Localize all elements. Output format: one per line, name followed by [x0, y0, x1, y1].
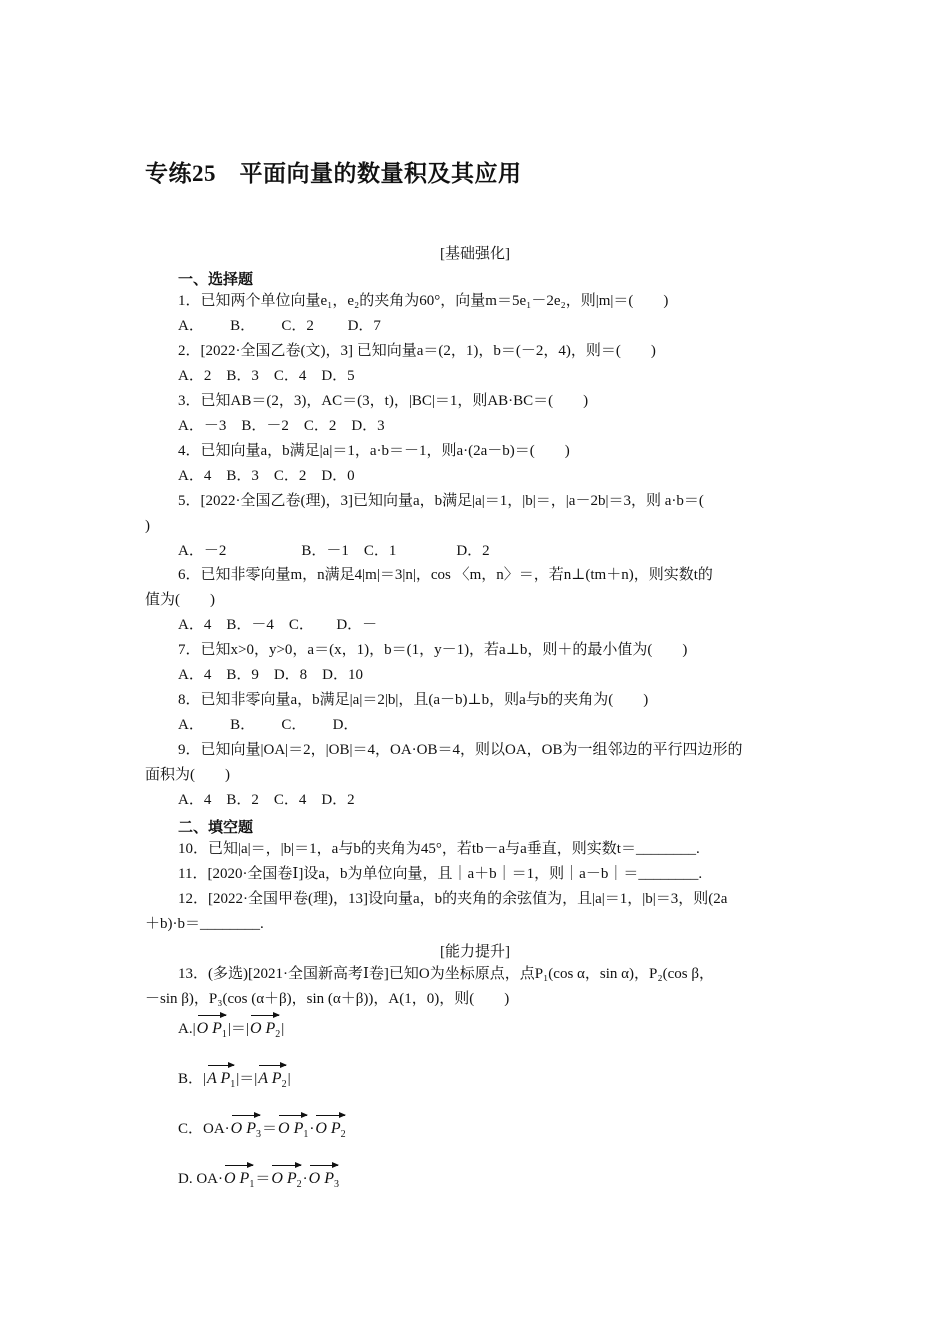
- question-13-option-c: C．OA·O $P_3=O$ $P_1\cdot O$ $P_2$: [178, 1114, 347, 1140]
- question-8: 8．已知非零向量a，b满足|a|＝2|b|，且(a－b)⊥b，则a与b的夹角为( ): [178, 692, 649, 708]
- question-2: 2．[2022·全国乙卷(文)，3] 已知向量a＝(2，1)，b＝(－2，4)，则＝( ): [178, 343, 656, 359]
- question-5-cont: ): [145, 518, 150, 534]
- question-13: 13．(多选)[2021·全国新高考Ⅰ卷]已知O为坐标原点，点P₁(cos α，sin α)，P₂(cos β，: [178, 966, 714, 982]
- question-5-options: A．－2 B．－1 C．1 D．2: [178, 543, 490, 559]
- question-4: 4．已知向量a，b满足|a|＝1，a·b＝－1，则a·(2a－b)＝( ): [178, 443, 570, 459]
- question-11: 11．[2020·全国卷Ⅰ]设a，b为单位向量，且｜a＋b｜＝1，则｜a－b｜＝________.: [178, 866, 703, 882]
- question-2-options: A．2 B．3 C．4 D．5: [178, 368, 355, 384]
- question-12: 12．[2022·全国甲卷(理)，13]设向量a，b的夹角的余弦值为，且|a|＝1，|b|＝3，则(2a: [178, 891, 728, 907]
- vector-op2: O $P_2$: [271, 1164, 301, 1190]
- question-6-cont: 值为( ): [145, 592, 215, 608]
- question-9-cont: 面积为( ): [145, 767, 230, 783]
- question-9: 9．已知向量|OA|＝2，|OB|＝4，OA·OB＝4，则以OA，OB为一组邻边的平行四边形的: [178, 742, 743, 758]
- question-13-option-a: A.|O $P_1|=|O$ $P_2|$: [178, 1014, 284, 1040]
- question-6: 6．已知非零向量m，n满足4|m|＝3|n|，cos 〈m，n〉＝，若n⊥(tm＋n)，则实数t的: [178, 567, 713, 583]
- question-13-option-b: B．|A $P_1|=|A$ $P_2|$: [178, 1064, 291, 1090]
- question-1: 1．已知两个单位向量e₁，e₂的夹角为60°，向量m＝5e₁－2e₂，则|m|＝( ): [178, 293, 669, 309]
- question-4-options: A．4 B．3 C．2 D．0: [178, 468, 355, 484]
- vector-ap1: A $P_1$: [207, 1064, 235, 1090]
- question-3: 3．已知AB＝(2，3)，AC＝(3，t)，|BC|＝1，则AB·BC＝( ): [178, 393, 589, 409]
- part2-heading: 二、填空题: [178, 820, 254, 836]
- vector-op3: O $P_3$: [309, 1164, 339, 1190]
- question-9-options: A．4 B．2 C．4 D．2: [178, 792, 355, 808]
- section-advanced-label: [能力提升]: [440, 944, 510, 960]
- question-10: 10．已知|a|＝，|b|＝1，a与b的夹角为45°，若tb－a与a垂直，则实数t＝________.: [178, 841, 700, 857]
- vector-op1: O $P_1$: [197, 1014, 227, 1040]
- vector-op2: O $P_2$: [315, 1114, 345, 1140]
- question-3-options: A．－3 B．－2 C．2 D．3: [178, 418, 385, 434]
- question-13-cont: －sin β)，P₃(cos (α＋β)，sin (α＋β))，A(1，0)，则( ): [145, 991, 510, 1007]
- question-12-cont: ＋b)·b＝________.: [145, 916, 264, 932]
- part1-heading: 一、选择题: [178, 272, 254, 288]
- question-13-option-d: D. OA·O $P_1=O$ $P_2\cdot O$ $P_3$: [178, 1164, 340, 1190]
- vector-op1: O $P_1$: [224, 1164, 254, 1190]
- question-8-options: A． B． C． D．: [178, 717, 359, 733]
- vector-op1: O $P_1$: [278, 1114, 308, 1140]
- question-1-options: A． B． C．2 D．7: [178, 318, 381, 334]
- question-5: 5．[2022·全国乙卷(理)，3]已知向量a，b满足|a|＝1，|b|＝，|a－2b|＝3，则 a·b＝(: [178, 493, 704, 509]
- page-title: 专练25 平面向量的数量积及其应用: [145, 161, 522, 186]
- question-6-options: A．4 B．－4 C． D．－: [178, 617, 378, 633]
- vector-op3: O $P_3$: [231, 1114, 261, 1140]
- section-basic-label: [基础强化]: [440, 246, 510, 262]
- question-7-options: A．4 B．9 D．8 D．10: [178, 667, 364, 683]
- vector-op2: O $P_2$: [250, 1014, 280, 1040]
- vector-ap2: A $P_2$: [258, 1064, 286, 1090]
- question-7: 7．已知x>0，y>0，a＝(x，1)，b＝(1，y－1)，若a⊥b，则＋的最小值为( ): [178, 642, 688, 658]
